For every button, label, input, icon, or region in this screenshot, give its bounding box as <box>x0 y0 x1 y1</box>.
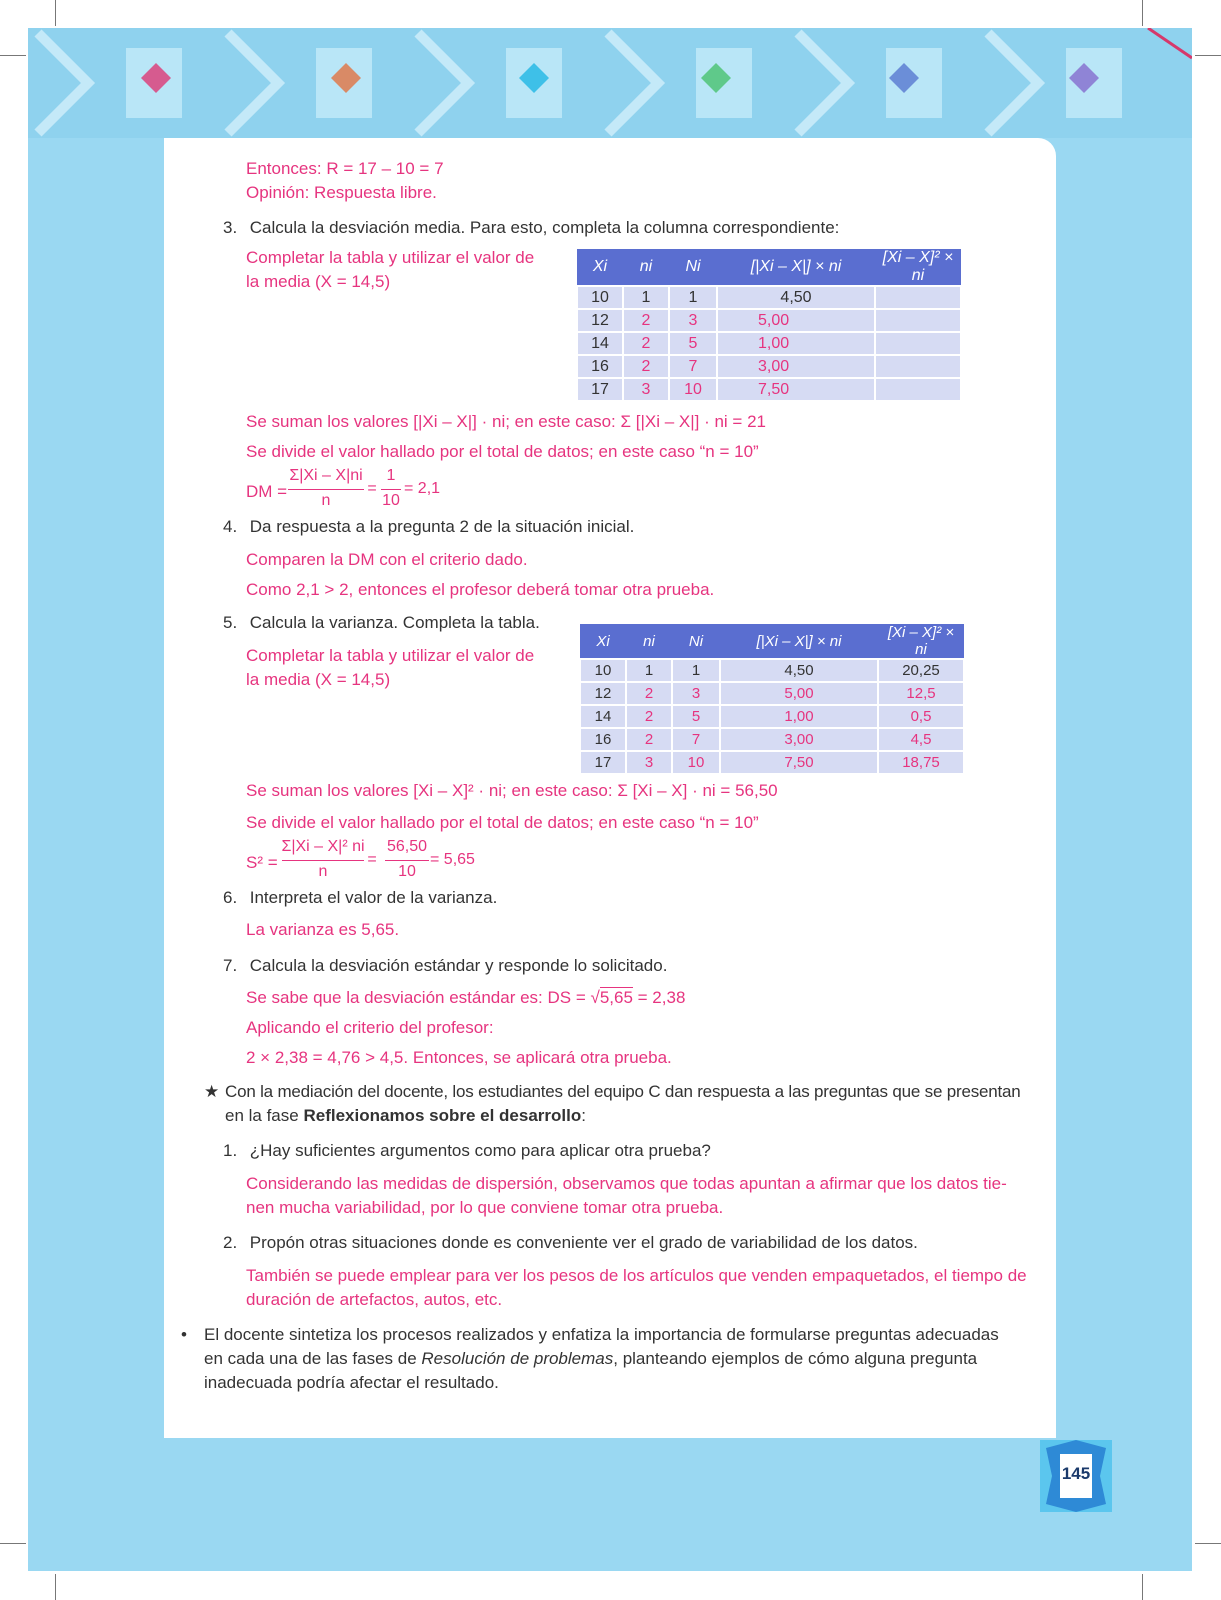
table-row <box>580 728 964 751</box>
variance-table <box>579 624 965 775</box>
item-4-number: 4. <box>223 517 238 536</box>
item-3-note-2: la media (X = 14,5) <box>246 272 391 291</box>
item-6-text: Interpreta el valor de la varianza. <box>249 888 498 907</box>
crop-mark <box>1142 1574 1143 1600</box>
variance-label: S² = <box>246 853 278 872</box>
phase-name: Reflexionamos sobre el desarrollo <box>303 1106 582 1125</box>
question-1-number: 1. <box>223 1141 238 1160</box>
fraction-bar <box>385 860 429 861</box>
table-cell: 1 <box>669 286 717 309</box>
question-1-text: ¿Hay suficientes argumentos como para aplicar otra prueba? <box>249 1141 711 1160</box>
intro-line-range: Entonces: R = 17 – 10 = 7 <box>246 159 444 178</box>
item-3-divide: Se divide el valor hallado por el total de datos; en este caso “n = 10” <box>246 442 759 461</box>
closing-line-1: El docente sintetiza los procesos realizados y enfatiza la importancia de formularse preguntas adecuadas <box>204 1325 999 1344</box>
table-cell: 3,00 <box>720 728 878 751</box>
table-cell: 3,00 <box>717 355 875 378</box>
column-header: [Xi – X]² × ni <box>878 624 964 659</box>
table-cell <box>875 286 961 309</box>
item-3-sum: Se suman los valores [|Xi – X|] · ni; en este caso: Σ [|Xi – X|] · ni = 21 <box>246 412 766 431</box>
table-cell: 7 <box>672 728 720 751</box>
closing-line-2-tail: , planteando ejemplos de cómo alguna pregunta <box>613 1349 978 1368</box>
table-cell: 7 <box>669 355 717 378</box>
table-cell: 18,75 <box>878 751 964 774</box>
item-3 <box>223 216 839 240</box>
table-cell: 10 <box>672 751 720 774</box>
question-2-answer-1: También se puede emplear para ver los pesos de los artículos que venden empaquetados, el tiempo de <box>246 1266 1027 1285</box>
table-cell: 16 <box>577 355 623 378</box>
table-cell <box>875 378 961 401</box>
question-1-answer-2: nen mucha variabilidad, por lo que conviene tomar otra prueba. <box>246 1198 724 1217</box>
fraction-bar <box>282 860 364 861</box>
table-cell: 2 <box>623 355 669 378</box>
item-5-number: 5. <box>223 613 238 632</box>
item-7 <box>223 954 667 978</box>
decorative-banner <box>28 28 1192 138</box>
crop-mark <box>55 1574 56 1600</box>
table-cell: 17 <box>577 378 623 401</box>
crop-mark <box>0 55 26 56</box>
closing-line-2 <box>204 1347 977 1371</box>
item-7-text: Calcula la desviación estándar y responde lo solicitado. <box>249 956 668 975</box>
column-header: [|Xi – X|] × ni <box>720 624 878 659</box>
item-4-answer-1: Comparen la DM con el criterio dado. <box>246 550 528 569</box>
item-7-number: 7. <box>223 956 238 975</box>
item-3-number: 3. <box>223 218 238 237</box>
column-header: Xi <box>580 624 626 659</box>
star-line-2-text: en la fase <box>225 1106 299 1125</box>
crop-mark <box>1195 55 1221 56</box>
column-header: ni <box>626 624 672 659</box>
variance-numerator: Σ|Xi – X|² ni <box>281 838 365 855</box>
column-header: Xi <box>577 249 623 286</box>
table-row <box>577 355 961 378</box>
closing-line-2-italic: Resolución de problemas <box>421 1349 614 1368</box>
item-5-note-1: Completar la tabla y utilizar el valor de <box>246 646 535 665</box>
item-5-sum: Se suman los valores [Xi – X]² · ni; en este caso: Σ [Xi – X] · ni = 56,50 <box>246 781 778 800</box>
closing-line-3: inadecuada podría afectar el resultado. <box>204 1373 499 1392</box>
variance-numerator-value: 56,50 <box>386 838 428 855</box>
item-6 <box>223 886 497 910</box>
item-3-text: Calcula la desviación media. Para esto, completa la columna correspondiente: <box>249 218 840 237</box>
table-row <box>580 682 964 705</box>
table-cell: 1 <box>672 659 720 682</box>
variance-equals: = <box>367 851 377 868</box>
table-cell: 16 <box>580 728 626 751</box>
item-7-answer-2: Aplicando el criterio del profesor: <box>246 1018 494 1037</box>
question-2-number: 2. <box>223 1233 238 1252</box>
table-cell: 1,00 <box>720 705 878 728</box>
mean-deviation-table <box>576 249 962 402</box>
question-2-text: Propón otras situaciones donde es conveniente ver el grado de variabilidad de los datos. <box>249 1233 918 1252</box>
item-5-note-2: la media (X = 14,5) <box>246 670 391 689</box>
table-cell: 1 <box>626 659 672 682</box>
table-cell: 10 <box>580 659 626 682</box>
item-4 <box>223 515 634 539</box>
dm-numerator-value: 1 <box>386 467 396 484</box>
table-cell: 4,50 <box>717 286 875 309</box>
table-row <box>580 751 964 774</box>
table-cell: 1 <box>623 286 669 309</box>
table-cell: 5,00 <box>720 682 878 705</box>
table-cell: 3 <box>623 378 669 401</box>
intro-line-opinion: Opinión: Respuesta libre. <box>246 183 437 202</box>
table-cell: 20,25 <box>878 659 964 682</box>
table-cell: 2 <box>626 728 672 751</box>
table-cell: 3 <box>669 309 717 332</box>
page-number: 145 <box>1061 1464 1091 1483</box>
question-1 <box>223 1139 711 1163</box>
variance-result: = 5,65 <box>430 851 475 868</box>
table-row <box>577 309 961 332</box>
table-cell: 1,00 <box>717 332 875 355</box>
table-cell: 4,50 <box>720 659 878 682</box>
item-5 <box>223 611 540 635</box>
item-5-text: Calcula la varianza. Completa la tabla. <box>249 613 540 632</box>
dm-denominator-value: 10 <box>382 492 400 509</box>
item-4-text: Da respuesta a la pregunta 2 de la situación inicial. <box>249 517 635 536</box>
dm-equals: = <box>367 480 377 497</box>
table-row <box>580 705 964 728</box>
std-dev-result: = 2,38 <box>637 988 686 1007</box>
dm-result: = 2,1 <box>404 480 441 497</box>
crop-mark <box>1195 1543 1221 1544</box>
bullet-icon: • <box>181 1325 187 1344</box>
table-cell: 2 <box>623 309 669 332</box>
table-cell: 5 <box>672 705 720 728</box>
table-cell: 5 <box>669 332 717 355</box>
question-1-answer-1: Considerando las medidas de dispersión, observamos que todas apuntan a afirmar que los datos tie- <box>246 1174 1007 1193</box>
item-4-answer-2: Como 2,1 > 2, entonces el profesor deberá tomar otra prueba. <box>246 580 715 599</box>
table-row <box>580 659 964 682</box>
closing-line-2-text: en cada una de las fases de <box>204 1349 417 1368</box>
crop-mark <box>55 0 56 26</box>
variance-denominator-value: 10 <box>398 863 416 880</box>
column-header: Ni <box>669 249 717 286</box>
crop-mark <box>1142 0 1143 26</box>
column-header: ni <box>623 249 669 286</box>
question-2-answer-2: duración de artefactos, autos, etc. <box>246 1290 503 1309</box>
table-row <box>577 286 961 309</box>
fraction-bar <box>288 489 364 490</box>
table-cell: 5,00 <box>717 309 875 332</box>
dm-denominator: n <box>321 492 331 509</box>
item-7-answer-1 <box>246 986 685 1010</box>
table-cell: 2 <box>626 705 672 728</box>
table-cell: 3 <box>672 682 720 705</box>
table-cell <box>875 355 961 378</box>
table-cell: 10 <box>577 286 623 309</box>
item-6-number: 6. <box>223 888 238 907</box>
crop-mark <box>0 1543 26 1544</box>
variance-denominator: n <box>318 863 328 880</box>
star-line-1: Con la mediación del docente, los estudiantes del equipo C dan respuesta a las preguntas que se presentan <box>225 1082 1021 1101</box>
question-2 <box>223 1231 918 1255</box>
star-icon: ★ <box>204 1082 220 1101</box>
item-6-answer: La varianza es 5,65. <box>246 920 400 939</box>
column-header: [Xi – X]² × ni <box>875 249 961 286</box>
table-cell: 14 <box>577 332 623 355</box>
fraction-bar <box>381 489 401 490</box>
table-cell: 12 <box>580 682 626 705</box>
item-7-answer-3: 2 × 2,38 = 4,76 > 4,5. Entonces, se aplicará otra prueba. <box>246 1048 672 1067</box>
dm-numerator: Σ|Xi – X|ni <box>289 467 363 484</box>
table-cell: 12 <box>577 309 623 332</box>
std-dev-text: Se sabe que la desviación estándar es: DS = <box>246 988 586 1007</box>
table-cell: 4,5 <box>878 728 964 751</box>
column-header: [|Xi – X|] × ni <box>717 249 875 286</box>
table-cell <box>875 309 961 332</box>
column-header: Ni <box>672 624 720 659</box>
star-line-2-colon: : <box>581 1106 586 1125</box>
item-3-note-1: Completar la tabla y utilizar el valor de <box>246 248 535 267</box>
table-row <box>577 332 961 355</box>
table-cell: 3 <box>626 751 672 774</box>
table-cell: 10 <box>669 378 717 401</box>
sqrt-radicand: 5,65 <box>599 988 633 1007</box>
table-cell: 14 <box>580 705 626 728</box>
dm-label: DM = <box>246 482 288 501</box>
table-row <box>577 378 961 401</box>
table-cell: 7,50 <box>717 378 875 401</box>
table-cell: 12,5 <box>878 682 964 705</box>
table-cell <box>875 332 961 355</box>
item-5-divide: Se divide el valor hallado por el total de datos; en este caso “n = 10” <box>246 813 759 832</box>
table-cell: 0,5 <box>878 705 964 728</box>
table-cell: 2 <box>626 682 672 705</box>
table-cell: 17 <box>580 751 626 774</box>
sqrt-icon: √ <box>590 988 600 1007</box>
table-cell: 2 <box>623 332 669 355</box>
star-line-2 <box>225 1104 586 1128</box>
table-cell: 7,50 <box>720 751 878 774</box>
